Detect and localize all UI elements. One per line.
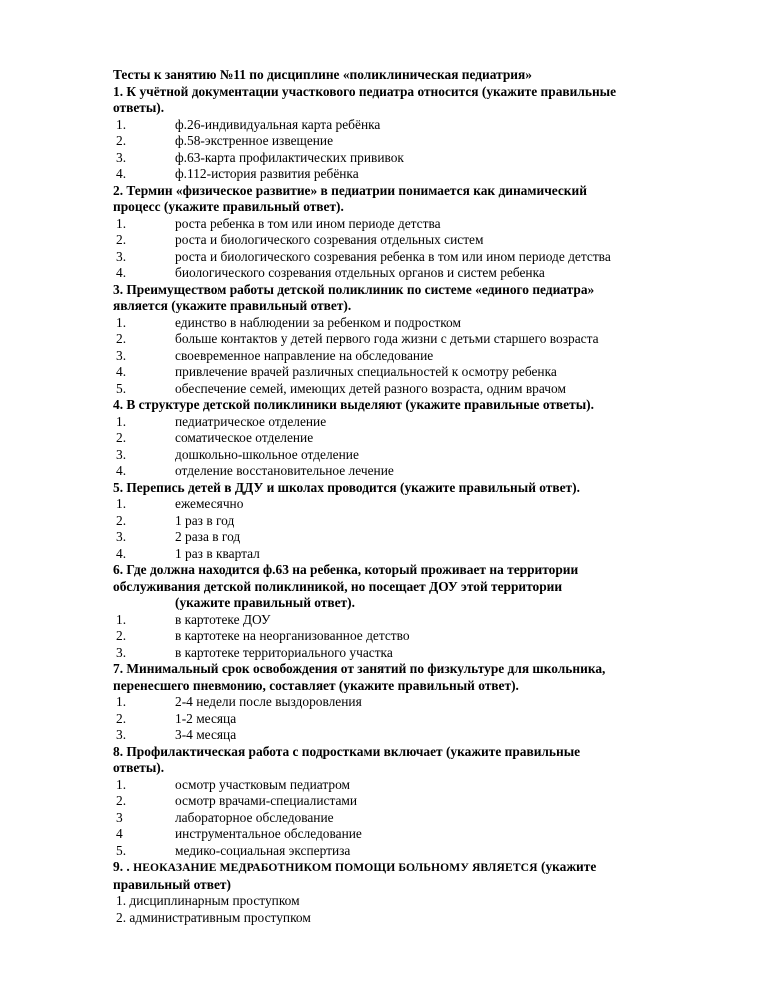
option-number: 1. <box>116 215 127 231</box>
option-text: в картотеке ДОУ <box>175 611 271 627</box>
option-text: ежемесячно <box>175 496 244 511</box>
option-text: педиатрическое отделение <box>175 413 327 429</box>
question-text: 4. В структуре детской поликлиники выделяют (укажите правильные ответы). <box>113 397 594 412</box>
option-number: 4. <box>116 265 127 280</box>
question-text: является (укажите правильный ответ). <box>113 298 352 313</box>
option-text: в картотеке территориального участка <box>175 644 393 660</box>
option-text: 3-4 месяца <box>175 727 237 742</box>
answer-option <box>113 463 713 480</box>
option-number: 2. <box>116 133 127 148</box>
answer-option <box>113 843 713 860</box>
question-7 <box>113 661 713 744</box>
option-number: 1. <box>116 413 127 429</box>
option-text: осмотр участковым педиатром <box>175 776 350 792</box>
answer-option <box>113 232 713 249</box>
answer-option <box>113 447 713 464</box>
option-text: инструментальное обследование <box>175 826 362 841</box>
answer-option <box>113 166 713 183</box>
option-text: 2 раза в год <box>175 529 241 544</box>
option-number: 3. <box>116 248 127 264</box>
option-text: лабораторное обследование <box>175 809 334 825</box>
question-3 <box>113 282 713 398</box>
option-text: своевременное направление на обследование <box>175 347 434 363</box>
question-2 <box>113 183 713 282</box>
answer-option <box>113 133 713 150</box>
question-text: 5. Перепись детей в ДДУ и школах проводится (укажите правильный ответ). <box>113 479 580 495</box>
answer-option <box>113 810 713 827</box>
answer-option <box>113 612 713 629</box>
answer-option <box>113 414 713 431</box>
option-number: 4. <box>116 166 127 181</box>
question-1 <box>113 84 713 183</box>
question-9 <box>113 859 713 926</box>
option-text: отделение восстановительное лечение <box>175 463 394 478</box>
option-number: 1. <box>116 116 127 132</box>
option-text: ф.26-индивидуальная карта ребёнка <box>175 116 381 132</box>
option-number: 3. <box>116 644 127 660</box>
question-text: процесс (укажите правильный ответ). <box>113 199 344 214</box>
option-number: 1. <box>116 694 127 709</box>
question-text: ответы). <box>113 760 165 775</box>
answer-option <box>113 496 713 513</box>
option-number: 2. <box>116 430 127 445</box>
option-number: 3. <box>116 727 127 742</box>
answer-option <box>113 529 713 546</box>
option-number: 2. <box>116 331 127 346</box>
option-text: дошкольно-школьное отделение <box>175 446 359 462</box>
question-text: перенесшего пневмонию, составляет (укажите правильный ответ). <box>113 677 519 693</box>
document-title: Тесты к занятию №11 по дисциплине «поликлиническая педиатрия» <box>113 67 532 82</box>
question-text: 1. К учётной документации участкового педиатра относится (укажите правильные <box>113 83 617 99</box>
option-text: биологического созревания отдельных органов и систем ребенка <box>175 265 545 280</box>
option-number: 3 <box>116 809 123 825</box>
answer-option <box>113 150 713 167</box>
answer-option <box>113 628 713 645</box>
answer-option <box>113 645 713 662</box>
answer-option: 2. административным проступком <box>116 909 311 925</box>
document-page <box>113 67 713 926</box>
option-number: 1. <box>116 776 127 792</box>
option-number: 2. <box>116 710 127 726</box>
answer-option <box>113 216 713 233</box>
answer-option <box>113 331 713 348</box>
question-text: 3. Преимуществом работы детской поликлиник по системе «единого педиатра» <box>113 281 595 297</box>
answer-option <box>113 793 713 810</box>
answer-option <box>113 117 713 134</box>
option-number: 3. <box>116 347 127 363</box>
option-text: медико-социальная экспертиза <box>175 842 351 858</box>
option-number: 2. <box>116 232 127 247</box>
option-text: единство в наблюдении за ребенком и подростком <box>175 314 461 330</box>
question-text <box>113 859 713 877</box>
option-text: в картотеке на неорганизованное детство <box>175 628 410 643</box>
option-number: 4. <box>116 364 127 379</box>
option-text: роста ребенка в том или ином периоде детства <box>175 215 441 231</box>
question-5 <box>113 480 713 563</box>
answer-option <box>113 315 713 332</box>
answer-option: 1. дисциплинарным проступком <box>116 893 300 908</box>
option-text: обеспечение семей, имеющих детей разного возраста, одним врачом <box>175 380 566 396</box>
answer-option <box>113 513 713 530</box>
question-caps-text: НЕОКАЗАНИЕ МЕДРАБОТНИКОМ ПОМОЩИ БОЛЬНОМУ ЯВЛЯЕТСЯ <box>133 861 538 874</box>
option-text: 1 раз в год <box>175 512 235 528</box>
option-number: 3. <box>116 529 127 544</box>
option-number: 2. <box>116 793 127 808</box>
option-number: 1. <box>116 611 127 627</box>
question-4 <box>113 397 713 480</box>
option-number: 4 <box>116 826 123 841</box>
answer-option <box>113 546 713 563</box>
option-number: 4. <box>116 545 127 561</box>
answer-option <box>113 381 713 398</box>
option-text: больше контактов у детей первого года жизни с детьми старшего возраста <box>175 331 599 346</box>
question-text: ответы). <box>113 100 165 115</box>
option-text: ф.112-история развития ребёнка <box>175 166 359 181</box>
answer-option <box>113 265 713 282</box>
option-text: привлечение врачей различных специальностей к осмотру ребенка <box>175 364 557 379</box>
option-number: 5. <box>116 842 127 858</box>
option-text: соматическое отделение <box>175 430 314 445</box>
option-text: ф.58-экстренное извещение <box>175 133 334 148</box>
answer-option <box>113 777 713 794</box>
option-number: 3. <box>116 446 127 462</box>
option-number: 1. <box>116 496 127 511</box>
question-text: правильный ответ) <box>113 876 231 892</box>
question-text: 2. Термин «физическое развитие» в педиатрии понимается как динамический <box>113 182 587 198</box>
answer-option <box>113 711 713 728</box>
option-text: 2-4 недели после выздоровления <box>175 694 362 709</box>
question-prefix: 9. . <box>113 859 134 874</box>
option-text: 1 раз в квартал <box>175 545 260 561</box>
option-number: 2. <box>116 512 127 528</box>
question-text: 8. Профилактическая работа с подростками включает (укажите правильные <box>113 743 581 759</box>
option-number: 2. <box>116 628 127 643</box>
answer-option <box>113 727 713 744</box>
question-8 <box>113 744 713 860</box>
option-text: 1-2 месяца <box>175 710 237 726</box>
option-number: 5. <box>116 380 127 396</box>
option-number: 4. <box>116 463 127 478</box>
answer-option <box>113 348 713 365</box>
option-number: 3. <box>116 149 127 165</box>
option-text: роста и биологического созревания отдельных систем <box>175 232 484 247</box>
question-text: (укажите правильный ответ). <box>175 595 355 610</box>
option-text: ф.63-карта профилактических прививок <box>175 149 404 165</box>
question-text: 6. Где должна находится ф.63 на ребенка, который проживает на территории <box>113 562 579 577</box>
answer-option <box>113 364 713 381</box>
question-suffix: (укажите <box>537 859 597 874</box>
answer-option <box>113 826 713 843</box>
option-number: 1. <box>116 314 127 330</box>
answer-option <box>113 430 713 447</box>
option-text: роста и биологического созревания ребенка в том или ином периоде детства <box>175 248 611 264</box>
answer-option <box>113 249 713 266</box>
question-text: 7. Минимальный срок освобождения от занятий по физкультуре для школьника, <box>113 661 606 676</box>
question-6 <box>113 562 713 661</box>
option-text: осмотр врачами-специалистами <box>175 793 358 808</box>
question-text: обслуживания детской поликлиникой, но посещает ДОУ этой территории <box>113 578 563 594</box>
answer-option <box>113 694 713 711</box>
